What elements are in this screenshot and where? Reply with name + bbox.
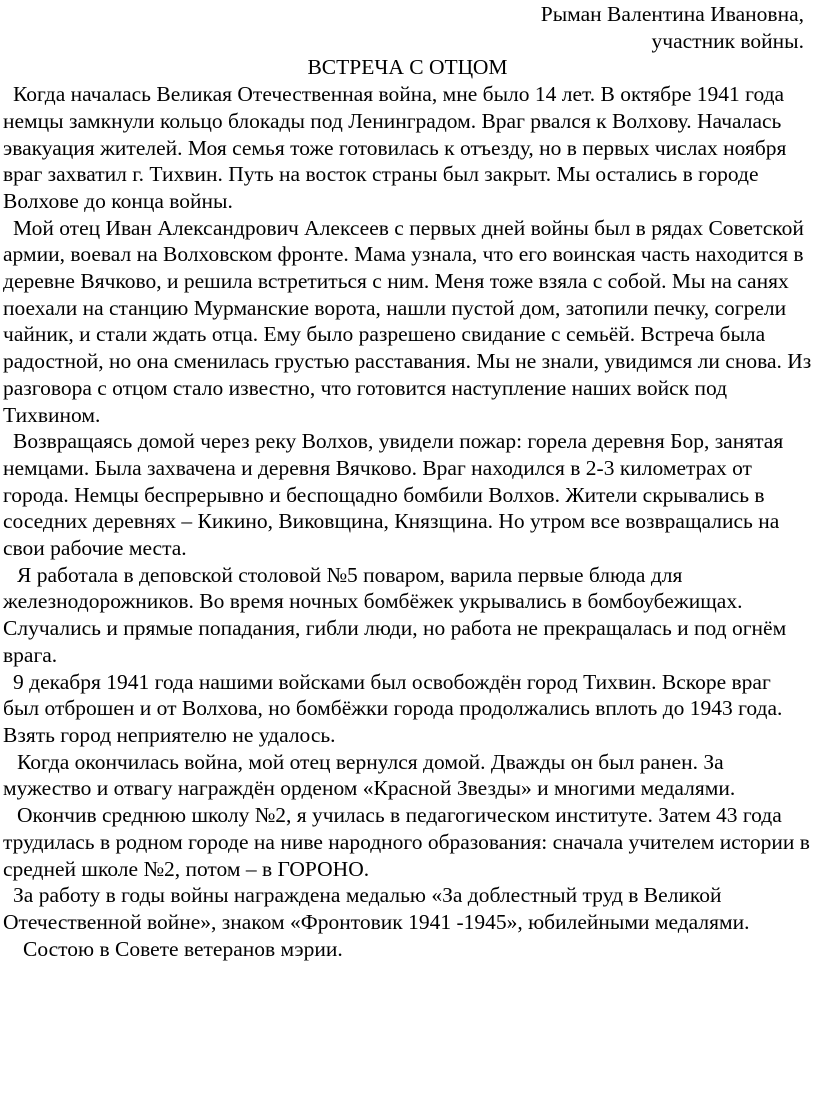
paragraph-father-return: Когда окончилась война, мой отец вернулся домой. Дважды он был ранен. За мужество и отвагу награждён орденом «Красной Звезды» и многими медалями. [3,749,736,801]
author-role: участник войны. [651,28,804,53]
author-name: Рыман Валентина Ивановна, [540,2,804,26]
author-block [3,1,812,54]
paragraph-tikhvin-liberation: 9 декабря 1941 года нашими войсками был освобождён город Тихвин. Вскоре враг был отброшен и от Волхова, но бомбёжки города продолжались вплоть до 1943 года. Взять город неприятелю не удалось. [3,669,783,747]
document-title: ВСТРЕЧА С ОТЦОМ [307,55,508,80]
paragraph-father-meeting: Мой отец Иван Александрович Алексеев с первых дней войны был в рядах Советской армии, воевал на Волховском фронте. Мама узнала, что его воинская часть находится в деревне Вячково, и решила встретиться с ним. Меня тоже взяла с собой. Мы на санях поехали на станцию Мурманские ворота, нашли пустой дом, затопили печку, согрели чайник, и стали ждать отца. Ему было разрешено свидание с семьёй. Встреча была радостной, но она сменилась грустью расставания. Мы не знали, увидимся ли снова. Из разговора с отцом стало известно, что готовится наступление наших войск под Тихвином. [3,215,812,427]
paragraph-awards: За работу в годы войны награждена медалью «За доблестный труд в Великой Отечественной войне», знаком «Фронтовик 1941 -1945», юбилейными медалями. [3,883,750,934]
paragraph-education: Окончив среднюю школу №2, я училась в педагогическом институте. Затем 43 года трудилась в родном городе на ниве народного образования: сначала учителем истории в средней школе №2, потом – в ГОРОНО. [3,803,810,881]
paragraph-return-home: Возвращаясь домой через реку Волхов, увидели пожар: горела деревня Бор, занятая немцами. Была захвачена и деревня Вячково. Враг находился в 2-3 километрах от города. Немцы беспрерывно и беспощадно бомбили Волхов. Жители скрывались в соседних деревнях – Кикино, Виковщина, Князщина. Но утром все возвращались на свои рабочие места. [3,429,784,561]
paragraph-war-start: Когда началась Великая Отечественная война, мне было 14 лет. В октябре 1941 года немцы замкнули кольцо блокады под Ленинградом. Враг рвался к Волхову. Началась эвакуация жителей. Моя семья тоже готовилась к отъезду, но в первых числах ноября враг захватил г. Тихвин. Путь на восток страны был закрыт. Мы остались в городе Волхове до конца войны. [3,82,787,213]
paragraph-canteen-work: Я работала в деповской столовой №5 поваром, варила первые блюда для железнодорожников. Во время ночных бомбёжек укрывались в бомбоубежищах. Случались и прямые попадания, гибли люди, но работа не прекращалась и под огнём врага. [3,562,787,667]
paragraph-veterans-council: Состою в Совете ветеранов мэрии. [23,936,343,961]
